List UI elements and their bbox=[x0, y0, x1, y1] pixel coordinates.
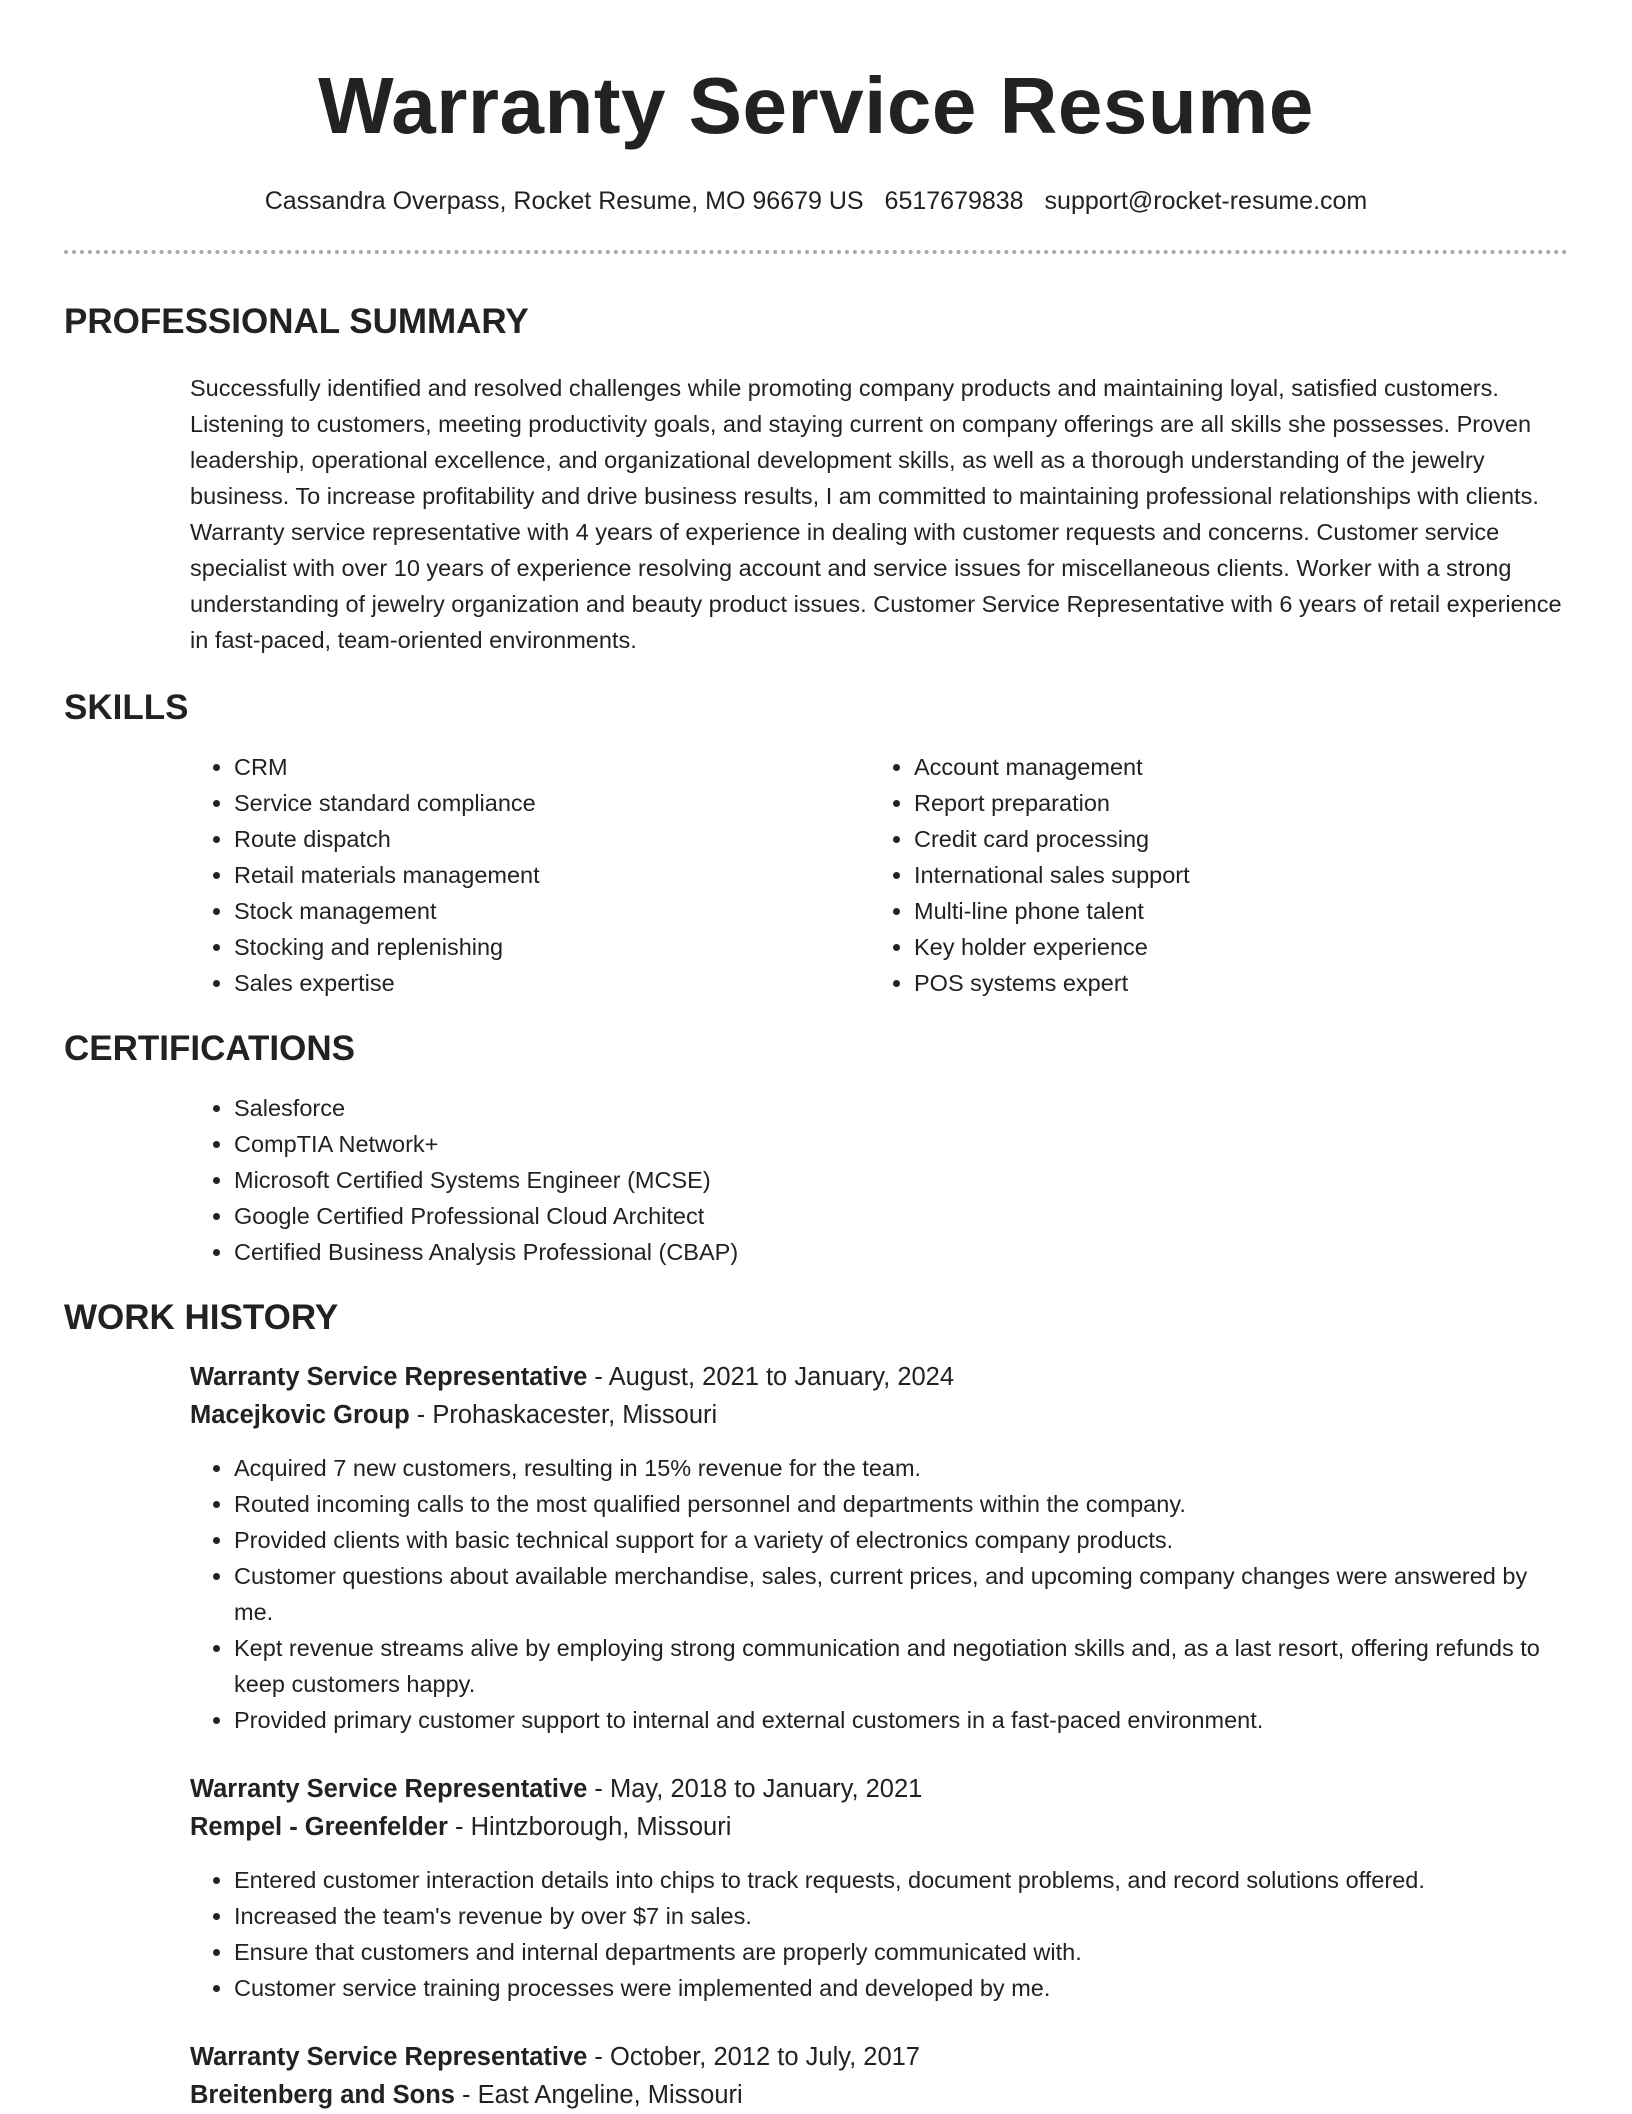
job-bullet: • Ensure that customers and internal departments are properly communicated with. bbox=[234, 1934, 1568, 1970]
job-title-line bbox=[190, 1358, 1568, 1396]
job-bullet: • Increased the team's revenue by over $7 in sales. bbox=[234, 1898, 1568, 1934]
job-dates: - May, 2018 to January, 2021 bbox=[587, 1775, 923, 1803]
job-title: Warranty Service Representative bbox=[190, 2043, 588, 2071]
job-company-line bbox=[190, 1396, 1568, 1434]
skills-list-right bbox=[870, 749, 1550, 1001]
certification-item: • Google Certified Professional Cloud Architect bbox=[234, 1198, 1568, 1234]
work-history-heading: WORK HISTORY bbox=[64, 1298, 339, 1337]
skill-item: • Report preparation bbox=[914, 785, 1550, 821]
skill-item: • Route dispatch bbox=[234, 821, 870, 857]
job-bullet: • Acquired 7 new customers, resulting in 15% revenue for the team. bbox=[234, 1450, 1568, 1486]
skill-item: • Service standard compliance bbox=[234, 785, 870, 821]
skills-section bbox=[64, 686, 1568, 1001]
contact-line bbox=[64, 184, 1568, 218]
summary-section bbox=[64, 300, 1568, 658]
skill-item: • Stock management bbox=[234, 893, 870, 929]
job-title-line bbox=[190, 2038, 1568, 2076]
skill-item: • International sales support bbox=[914, 857, 1550, 893]
certification-item: • CompTIA Network+ bbox=[234, 1126, 1568, 1162]
certifications-heading: CERTIFICATIONS bbox=[64, 1029, 356, 1068]
skill-item: • Credit card processing bbox=[914, 821, 1550, 857]
job-location: - Hintzborough, Missouri bbox=[447, 1813, 732, 1841]
job-company-line bbox=[190, 1808, 1568, 1846]
job-title-line bbox=[190, 1770, 1568, 1808]
job-entry bbox=[64, 2038, 1568, 2114]
skills-grid bbox=[190, 749, 1568, 1001]
certifications-section bbox=[64, 1027, 1568, 1270]
job-entry bbox=[64, 1770, 1568, 2006]
job-bullets bbox=[190, 1450, 1568, 1738]
job-bullet: • Provided primary customer support to internal and external customers in a fast-paced environment. bbox=[234, 1702, 1568, 1738]
skill-item: • Key holder experience bbox=[914, 929, 1550, 965]
job-bullet: • Customer service training processes were implemented and developed by me. bbox=[234, 1970, 1568, 2006]
job-bullets bbox=[190, 1862, 1568, 2006]
summary-heading: PROFESSIONAL SUMMARY bbox=[64, 302, 529, 341]
contact-email: support@rocket-resume.com bbox=[1044, 187, 1368, 215]
skill-item: • Retail materials management bbox=[234, 857, 870, 893]
job-dates: - August, 2021 to January, 2024 bbox=[587, 1363, 955, 1391]
certification-item: • Salesforce bbox=[234, 1090, 1568, 1126]
contact-address: Cassandra Overpass, Rocket Resume, MO 96679 US bbox=[264, 187, 864, 215]
job-title: Warranty Service Representative bbox=[190, 1775, 588, 1803]
job-location: - East Angeline, Missouri bbox=[454, 2081, 743, 2109]
skill-item: • POS systems expert bbox=[914, 965, 1550, 1001]
job-bullet: • Entered customer interaction details into chips to track requests, document problems, and record solutions offered. bbox=[234, 1862, 1568, 1898]
skill-item: • Account management bbox=[914, 749, 1550, 785]
certifications-list bbox=[190, 1090, 1568, 1270]
job-location: - Prohaskacester, Missouri bbox=[409, 1401, 718, 1429]
job-bullet: • Provided clients with basic technical support for a variety of electronics company products. bbox=[234, 1522, 1568, 1558]
job-title: Warranty Service Representative bbox=[190, 1363, 588, 1391]
skills-list-left bbox=[190, 749, 870, 1001]
skills-heading: SKILLS bbox=[64, 688, 189, 727]
job-company: Breitenberg and Sons bbox=[190, 2081, 455, 2109]
contact-phone: 6517679838 bbox=[884, 187, 1024, 215]
summary-text: Successfully identified and resolved challenges while promoting company products and maintaining loyal, satisfied customers. Listening to customers, meeting productivity goals, and staying current on company offerings are all skills she possesses. Proven leadership, operational excellence, and organizational development skills, as well as a thorough understanding of the jewelry business. To increase profitability and drive business results, I am committed to maintaining professional relationships with clients. Warranty service representative with 4 years of experience in dealing with customer requests and concerns. Customer service specialist with over 10 years of experience resolving account and service issues for miscellaneous clients. Worker with a strong understanding of jewelry organization and beauty product issues. Customer Service Representative with 6 years of retail experience in fast-paced, team-oriented environments. bbox=[190, 375, 1562, 653]
job-company: Rempel - Greenfelder bbox=[190, 1813, 448, 1841]
skill-item: • Sales expertise bbox=[234, 965, 870, 1001]
job-dates: - October, 2012 to July, 2017 bbox=[587, 2043, 920, 2071]
resume-title: Warranty Service Resume bbox=[318, 61, 1314, 150]
job-bullet: • Kept revenue streams alive by employing strong communication and negotiation skills and, as a last resort, offering refunds to keep customers happy. bbox=[234, 1630, 1568, 1702]
job-company: Macejkovic Group bbox=[190, 1401, 410, 1429]
certification-item: • Certified Business Analysis Professional (CBAP) bbox=[234, 1234, 1568, 1270]
header-divider bbox=[64, 250, 1568, 254]
job-company-line bbox=[190, 2076, 1568, 2114]
skill-item: • CRM bbox=[234, 749, 870, 785]
skill-item: • Stocking and replenishing bbox=[234, 929, 870, 965]
certification-item: • Microsoft Certified Systems Engineer (MCSE) bbox=[234, 1162, 1568, 1198]
work-history-section bbox=[64, 1296, 1568, 2114]
job-entry bbox=[64, 1358, 1568, 1738]
job-bullet: • Customer questions about available merchandise, sales, current prices, and upcoming company changes were answered by me. bbox=[234, 1558, 1568, 1630]
skill-item: • Multi-line phone talent bbox=[914, 893, 1550, 929]
job-bullet: • Routed incoming calls to the most qualified personnel and departments within the company. bbox=[234, 1486, 1568, 1522]
